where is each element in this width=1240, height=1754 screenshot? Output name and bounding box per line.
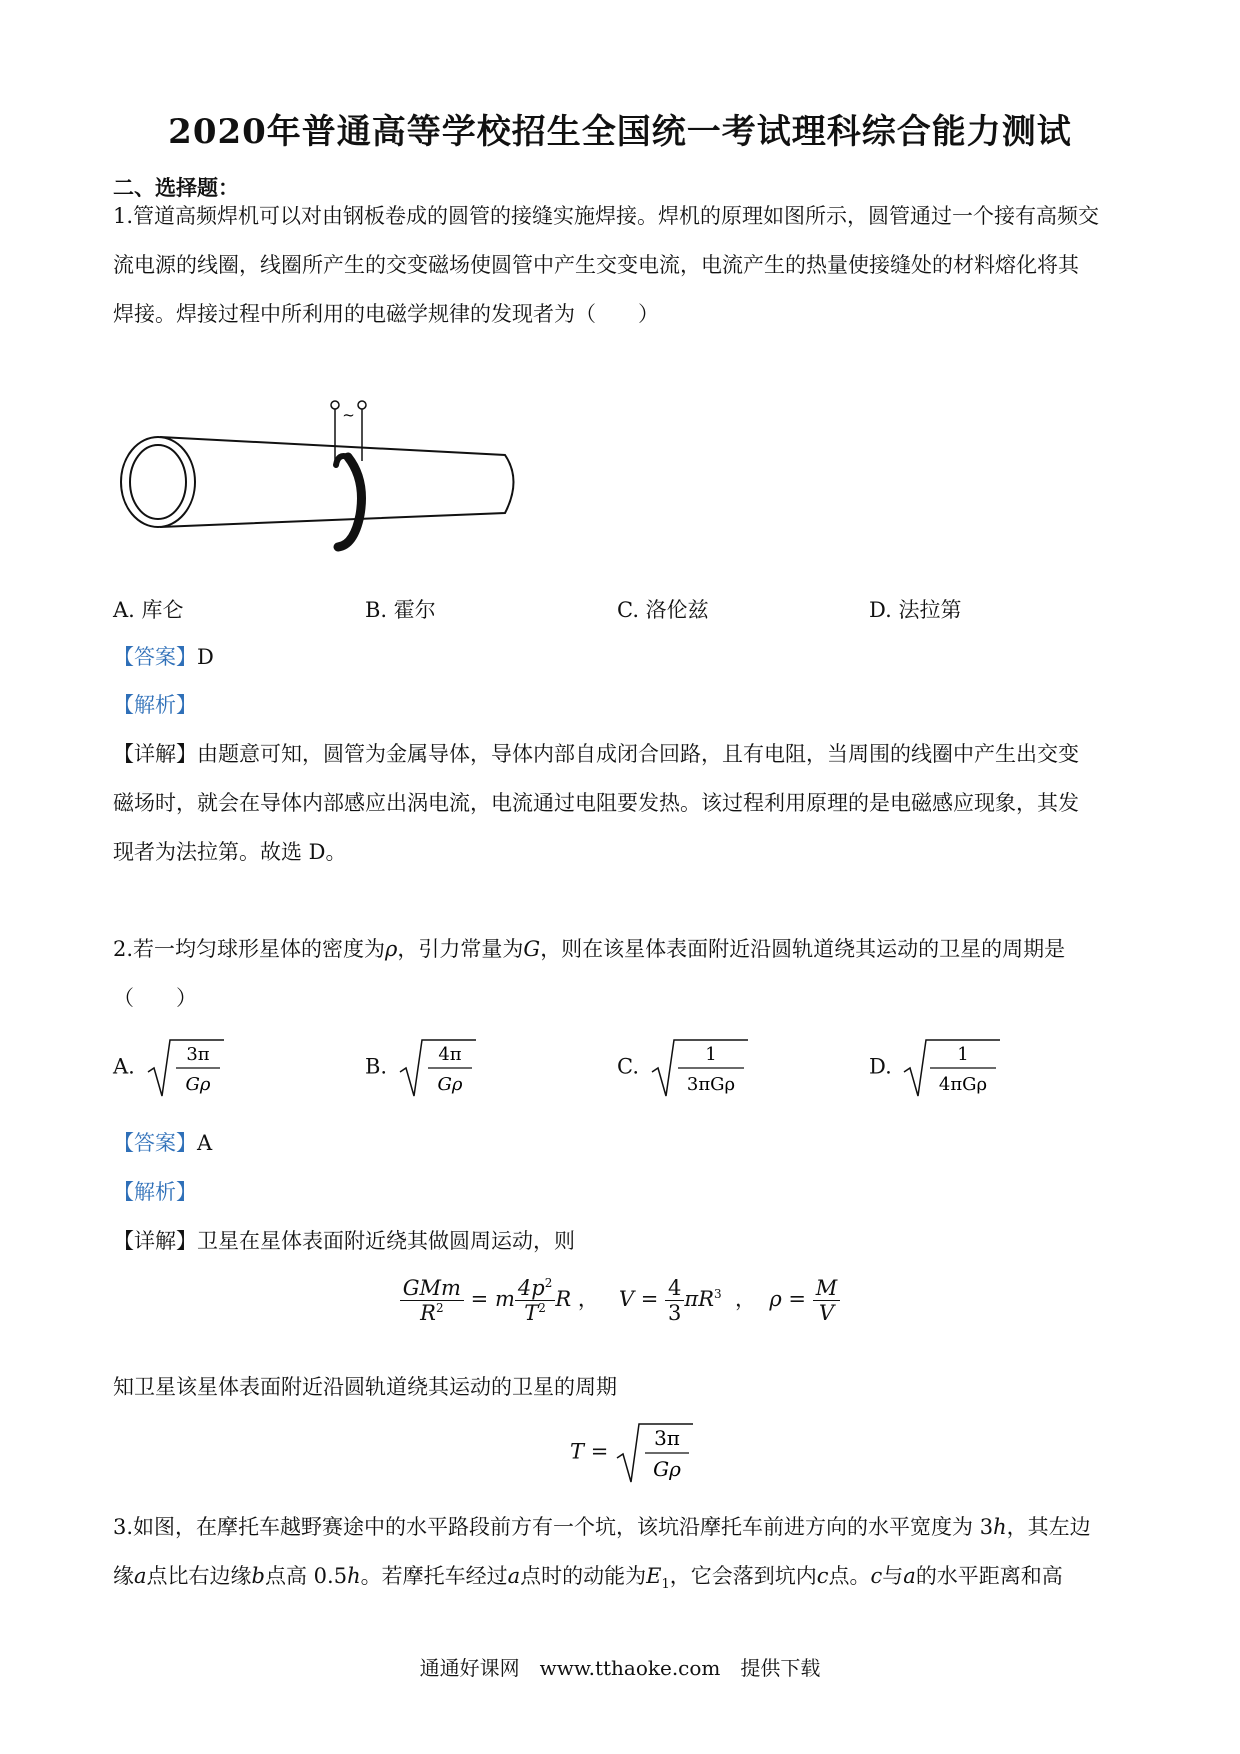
q3-stem-text: ，它会落到坑内 (669, 1564, 817, 1588)
equals-sign: = (470, 1287, 489, 1311)
denominator: $R^2$ (420, 1301, 444, 1325)
q2-detail-line (113, 1225, 575, 1255)
option-label: C. (617, 1054, 639, 1079)
denominator: $T^2$ (524, 1301, 546, 1325)
sqrt-fraction (902, 1036, 1002, 1100)
rho-symbol: ρ (769, 1287, 782, 1311)
denominator: 3 (668, 1301, 682, 1325)
symbol-t: T (570, 1439, 585, 1464)
q1-answer (113, 641, 214, 671)
g-symbol: G (523, 937, 541, 961)
rho-symbol: ρ (385, 937, 398, 961)
detail-tag: 【详解】 (113, 742, 197, 766)
numerator: $4p^2$ (515, 1276, 555, 1301)
option-label: A. (113, 1054, 135, 1079)
sqrt-fraction (650, 1036, 750, 1100)
q1-option-a: A. 库仑 (113, 598, 184, 622)
q1-detail-line-2: 磁场时，就会在导体内部感应出涡电流，电流通过电阻要发热。该过程利用原理的是电磁感应现象，其发 (113, 791, 1079, 815)
q3-stem-text: ，其左边 (1006, 1515, 1091, 1539)
numerator: 3π (185, 1044, 210, 1065)
q2-stem-line-1 (113, 933, 1065, 963)
pi-r-term: πR (684, 1287, 715, 1311)
option-label: D. (869, 1054, 892, 1079)
q3-stem-text: 点比右边缘 (146, 1564, 252, 1588)
q3-stem-text: 3.如图，在摩托车越野赛途中的水平路段前方有一个坑，该坑沿摩托车前进方向的水平宽度为 3 (113, 1515, 994, 1539)
numerator: 1 (704, 1044, 717, 1065)
q1-detail-line-3: 现者为法拉第。故选 D。 (113, 840, 347, 864)
symbol-a: a (134, 1564, 147, 1588)
q2-stem-text: ，则在该星体表面附近沿圆轨道绕其运动的卫星的周期是 (540, 937, 1066, 961)
numerator: 4π (438, 1044, 462, 1065)
symbol-a: a (507, 1564, 521, 1588)
detail-text: 卫星在星体表面附近绕其做圆周运动，则 (197, 1229, 575, 1253)
answer-tag: 【答案】 (113, 1131, 197, 1155)
subscript: 1 (661, 1577, 670, 1593)
exponent: 3 (714, 1287, 722, 1301)
numerator: GMm (400, 1276, 464, 1301)
q3-stem-line-2 (113, 1560, 1063, 1592)
numerator: 3π (654, 1426, 680, 1450)
q2-conclusion: 知卫星该星体表面附近沿圆轨道绕其运动的卫星的周期 (113, 1375, 617, 1399)
symbol-c: c (870, 1564, 883, 1588)
fraction (515, 1276, 555, 1325)
fraction (813, 1276, 841, 1325)
q1-option-c: C. 洛伦兹 (617, 598, 709, 622)
q1-option-b: B. 霍尔 (365, 598, 436, 622)
numerator: M (813, 1276, 841, 1301)
period-result-equation (570, 1420, 695, 1486)
q3-stem-text: 点。 (828, 1564, 871, 1588)
symbol-h: h (993, 1515, 1007, 1539)
denominator: 4πGρ (939, 1074, 988, 1095)
separator: ， (735, 1287, 757, 1311)
fraction (665, 1276, 684, 1325)
symbol-e: E (646, 1564, 662, 1588)
q2-option-d (869, 1036, 1002, 1100)
q1-analysis-tag: 【解析】 (113, 693, 197, 717)
equals-sign: = (640, 1287, 659, 1311)
q1-detail-line-1 (113, 738, 1079, 768)
q1-stem-line-3: 焊接。焊接过程中所利用的电磁学规律的发现者为（ ） (113, 302, 659, 326)
q3-stem-text: 缘 (113, 1564, 134, 1588)
detail-tag: 【详解】 (113, 1229, 197, 1253)
q3-stem-text: 与 (882, 1564, 904, 1588)
section-heading: 二、选择题： (113, 175, 239, 200)
symbol-c: c (816, 1564, 829, 1588)
q2-stem-text: 2.若一均匀球形星体的密度为 (113, 937, 386, 961)
answer-value: D (197, 645, 214, 669)
q3-stem-text: 点时的动能为 (520, 1564, 647, 1588)
symbol-a: a (903, 1564, 916, 1588)
pipe-welding-figure (110, 395, 530, 560)
q3-stem-text: 。若摩托车经过 (360, 1564, 508, 1588)
gravitation-equation (0, 1276, 1240, 1325)
ac-source-symbol: ~ (342, 406, 355, 424)
page-title: 2020年普通高等学校招生全国统一考试理科综合能力测试 (168, 112, 1072, 152)
q2-stem-text: ，引力常量为 (397, 937, 524, 961)
symbol-v: V (618, 1287, 635, 1311)
q2-option-c (617, 1036, 750, 1100)
fraction (400, 1276, 464, 1325)
q3-stem-text: 点高 0.5 (264, 1564, 348, 1588)
denominator: Gρ (437, 1074, 463, 1095)
q2-stem-line-2: （ ） (113, 986, 197, 1010)
separator: ， (577, 1287, 599, 1311)
denominator: Gρ (653, 1457, 681, 1481)
sqrt-fraction (615, 1420, 695, 1486)
q3-stem-text: 的水平距离和高 (915, 1564, 1063, 1588)
q1-stem-line-1: 1.管道高频焊机可以对由钢板卷成的圆管的接缝实施焊接。焊机的原理如图所示，圆管通过一个接有高频交 (113, 204, 1100, 228)
q3-stem-line-1 (113, 1511, 1091, 1541)
symbol-h: h (347, 1564, 361, 1588)
q2-analysis-tag: 【解析】 (113, 1180, 197, 1204)
symbol-m: m (494, 1287, 515, 1311)
sqrt-fraction (398, 1036, 478, 1100)
q2-option-b (365, 1036, 478, 1100)
sqrt-fraction (146, 1036, 226, 1100)
q2-option-a (113, 1036, 226, 1100)
detail-text: 由题意可知，圆管为金属导体，导体内部自成闭合回路，且有电阻，当周围的线圈中产生出交变 (197, 742, 1079, 766)
equals-sign: = (590, 1439, 609, 1464)
denominator: V (818, 1301, 835, 1325)
numerator: 4 (665, 1276, 684, 1301)
option-label: B. (365, 1054, 388, 1079)
footer-source: 通通好课网 www.tthaoke.com 提供下载 (419, 1656, 821, 1680)
q2-answer (113, 1127, 212, 1157)
q1-stem-line-2: 流电源的线圈，线圈所产生的交变磁场使圆管中产生交变电流，电流产生的热量使接缝处的材料熔化将其 (113, 253, 1079, 277)
q1-option-d: D. 法拉第 (869, 598, 962, 622)
numerator: 1 (957, 1044, 970, 1065)
answer-tag: 【答案】 (113, 645, 197, 669)
equals-sign: = (788, 1287, 807, 1311)
denominator: Gρ (185, 1074, 211, 1095)
symbol-r: R (555, 1287, 572, 1311)
symbol-b: b (251, 1564, 265, 1588)
answer-value: A (197, 1131, 213, 1155)
denominator: 3πGρ (686, 1074, 735, 1095)
